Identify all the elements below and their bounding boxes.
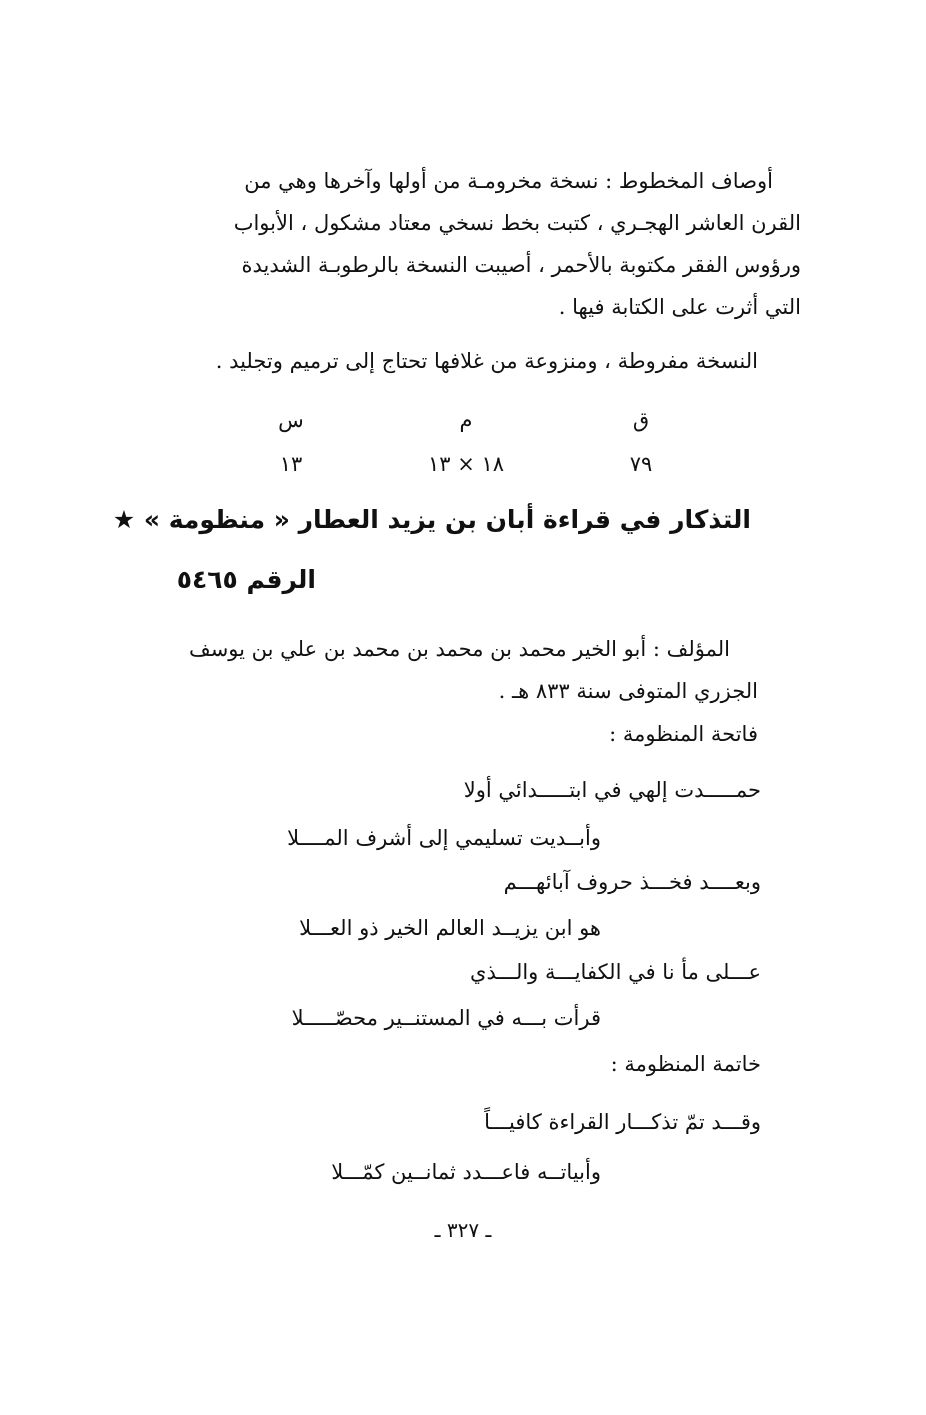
- description-line: ورؤوس الفقر مكتوبة بالأحمر ، أصيبت النسخة بالرطوبـة الشديدة: [241, 253, 801, 277]
- header-leaves: ق: [632, 408, 650, 432]
- author-line: المؤلف : أبو الخير محمد بن محمد بن محمد بن علي بن يوسف: [188, 637, 730, 661]
- title-text: التذكار في قراءة أبان بن يزيد العطار « منظومة »: [143, 505, 751, 534]
- description-line: أوصاف المخطوط : نسخة مخرومـة من أولها وآخرها وهي من: [244, 169, 773, 193]
- verse-line: عـــلى مأ نا في الكفايـــة والـــذي: [470, 960, 761, 984]
- dimensions-table: [231, 398, 701, 486]
- manuscript-condition: النسخة مفروطة ، ومنزوعة من غلافها تحتاج إلى ترميم وتجليد .: [215, 349, 758, 373]
- closing-label: خاتمة المنظومة :: [610, 1052, 761, 1076]
- manuscript-description: [160, 160, 801, 328]
- value-size: ١٨ × ١٣: [427, 452, 505, 476]
- entry-number: الرقم ٥٤٦٥: [176, 565, 316, 594]
- header-lines: س: [278, 408, 304, 432]
- table-header-row: [231, 398, 701, 442]
- table-value-row: [231, 442, 701, 486]
- entry-title: [103, 505, 751, 534]
- verse-line: وبعــــد فخـــذ حروف آبائهـــم: [503, 870, 761, 894]
- verse-line: وأبياتــه فاعـــدد ثمانــين كمّـــلا: [331, 1160, 601, 1184]
- page-number: ـ ٣٢٧ ـ: [434, 1218, 492, 1242]
- verse-line: هو ابن يزيــد العالم الخير ذو العـــلا: [299, 916, 601, 940]
- value-leaves: ٧٩: [629, 452, 653, 476]
- star-icon: ★: [112, 505, 136, 534]
- author-info: [160, 628, 758, 712]
- verse-line: قرأت بـــه في المستنــير محصّـــــلا: [291, 1006, 601, 1030]
- description-line: التي أثرت على الكتابة فيها .: [558, 295, 801, 319]
- verse-line: وأبــديت تسليمي إلى أشرف المــــلا: [287, 826, 601, 850]
- description-line: القرن العاشر الهجـري ، كتبت بخط نسخي معتاد مشكول ، الأبواب: [233, 211, 801, 235]
- author-line: الجزري المتوفى سنة ٨٣٣ هـ .: [498, 679, 758, 703]
- header-size: م: [459, 408, 473, 432]
- verse-line: وقـــد تمّ تذكـــار القراءة كافيـــاً: [484, 1110, 761, 1134]
- verse-line: حمـــــدت إلهي في ابتـــــدائي أولا: [463, 778, 761, 802]
- value-lines: ١٣: [279, 452, 303, 476]
- opening-label: فاتحة المنظومة :: [609, 722, 758, 746]
